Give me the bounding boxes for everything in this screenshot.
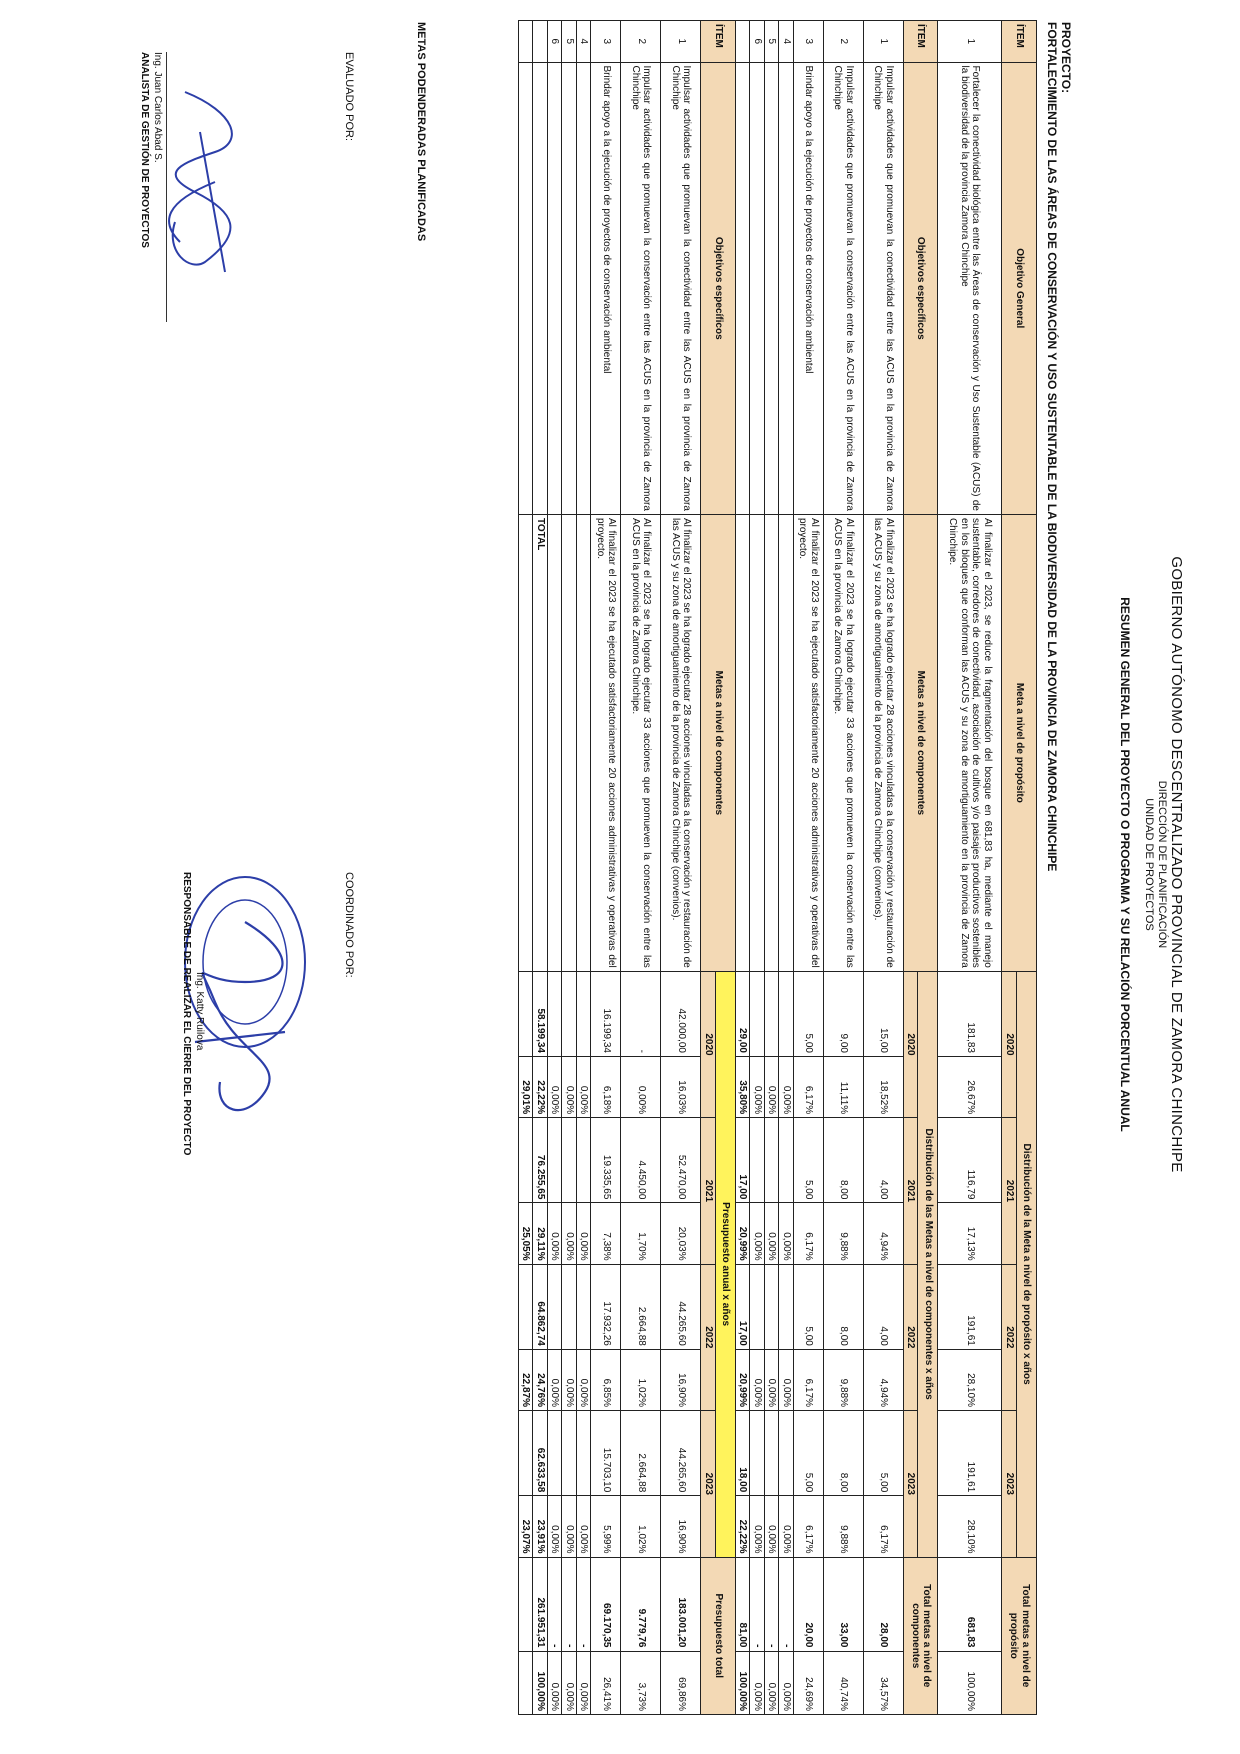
year-value: 5,00 [864, 1411, 904, 1496]
year-percent: 0,00% [562, 1057, 577, 1118]
year-value: 5,00 [794, 1264, 824, 1349]
goal-text: Al finalizar el 2023 se ha logrado ejecutar 33 acciones que promueven la conservación entre las ACUS en la provincia de Zamora Chinchipe. [824, 514, 864, 971]
objective-text: Fortalecer la conectividad biológica entre las Áreas de conservación y Uso Sustentable (ACUS) de la biodiversidad de la provincia Zamora Chinchipe [938, 62, 1002, 514]
year-percent: 0,00% [779, 1496, 794, 1557]
year-value: 116,79 [938, 1118, 1002, 1203]
item-number: 5 [765, 21, 780, 63]
organization-name: GOBIERNO AUTÓNOMO DESCENTRALIZADO PROVINCIAL DE ZAMORA CHINCHIPE [1168, 556, 1185, 1173]
item-number: 1 [661, 21, 701, 63]
evaluator-title: ANALISTA DE GESTIÓN DE PROYECTOS [139, 52, 150, 248]
goal-text: Al finalizar el 2023 se ha ejecutado satisfactoriamente 20 acciones administrativas y operativas del proyecto. [591, 514, 621, 971]
item-number: 2 [621, 21, 661, 63]
year-total-percent: 22,22% [736, 1496, 751, 1557]
objective-text [562, 62, 577, 514]
year-percent: 0,00% [621, 1057, 661, 1118]
year-total-value: 17,00 [736, 1264, 751, 1349]
year-value: 19.335,65 [591, 1118, 621, 1203]
year-value [548, 971, 563, 1056]
total-percent: 0,00% [750, 1651, 765, 1715]
year-percent: 20,03% [661, 1203, 701, 1264]
year-total-value: 62.633,58 [533, 1411, 548, 1496]
item-number: 1 [864, 21, 904, 63]
objective-header: Objetivos específicos [904, 62, 939, 514]
table-row [562, 21, 577, 1715]
total-percent: 34,57% [864, 1651, 904, 1715]
summary-table [518, 20, 1037, 1715]
year-percent: 16,90% [661, 1496, 701, 1557]
year-value [750, 1411, 765, 1496]
grand-total-percent: 100,00% [736, 1651, 751, 1715]
year-value: 15.703,10 [591, 1411, 621, 1496]
year-percent: 4,94% [864, 1349, 904, 1410]
year-header: 2021 [904, 1118, 919, 1264]
item-number: 6 [548, 21, 563, 63]
distribution-header: Distribución de la Meta a nivel de propósito x años [1017, 971, 1037, 1557]
item-header: ÍTEM [701, 21, 736, 63]
year-percent: 0,00% [765, 1203, 780, 1264]
year-value [765, 1118, 780, 1203]
year-value: 4,00 [864, 1118, 904, 1203]
year-total-percent: 35,80% [736, 1057, 751, 1118]
year-value [779, 1264, 794, 1349]
year-percent: 6,17% [794, 1203, 824, 1264]
item-header: ÍTEM [1002, 21, 1037, 63]
total-value: 33,00 [824, 1557, 864, 1651]
weighted-percent: 29,01% [519, 1057, 534, 1118]
table-row [938, 21, 1002, 1715]
year-total-percent: 23,91% [533, 1496, 548, 1557]
grand-total-value: 261.951,31 [533, 1557, 548, 1651]
objective-text: Impulsar actividades que promuevan la conservación entre las ACUS en la provincia de Zamora Chinchipe [621, 62, 661, 514]
year-value [750, 971, 765, 1056]
year-value [548, 1411, 563, 1496]
goal-text: Al finalizar el 2023 se ha logrado ejecutar 33 acciones que promueven la conservación entre las ACUS en la provincia de Zamora Chinchipe. [621, 514, 661, 971]
year-value: 2.664,88 [621, 1411, 661, 1496]
year-percent: 26,67% [938, 1057, 1002, 1118]
total-percent: 0,00% [779, 1651, 794, 1715]
general-objective-section [938, 21, 1037, 1715]
item-number: 4 [779, 21, 794, 63]
total-value: 69.170,35 [591, 1557, 621, 1651]
total-value: - [562, 1557, 577, 1651]
year-value [577, 971, 592, 1056]
year-header: 2023 [701, 1411, 716, 1557]
year-percent: 0,00% [577, 1057, 592, 1118]
total-percent: 0,00% [548, 1651, 563, 1715]
year-header: 2020 [701, 971, 716, 1117]
goal-text [548, 514, 563, 971]
coordinator-name: Ing. Katty Ruilova [194, 972, 205, 1051]
year-value [562, 1411, 577, 1496]
year-value: - [621, 971, 661, 1056]
year-value: 8,00 [824, 1264, 864, 1349]
total-value: - [765, 1557, 780, 1651]
total-value: - [779, 1557, 794, 1651]
year-value: 16.199,34 [591, 971, 621, 1056]
year-value [577, 1118, 592, 1203]
goal-text [765, 514, 780, 971]
distribution-header: Distribución de las Metas a nivel de componentes x años [918, 971, 938, 1557]
year-header: 2022 [701, 1264, 716, 1410]
year-value [577, 1264, 592, 1349]
year-value: 44.265,60 [661, 1264, 701, 1349]
total-percent: 0,00% [577, 1651, 592, 1715]
year-header: 2023 [904, 1411, 919, 1557]
total-percent: 24,69% [794, 1651, 824, 1715]
year-percent: 5,99% [591, 1496, 621, 1557]
item-number: 1 [938, 21, 1002, 63]
total-percent: 0,00% [562, 1651, 577, 1715]
year-value [779, 1118, 794, 1203]
year-percent: 11,11% [824, 1057, 864, 1118]
year-percent: 28,10% [938, 1496, 1002, 1557]
year-value: 42.000,00 [661, 971, 701, 1056]
total-label: TOTAL [533, 514, 548, 971]
year-header: 2022 [904, 1264, 919, 1410]
components-section [736, 21, 939, 1715]
year-value: 5,00 [794, 1411, 824, 1496]
year-value [562, 1264, 577, 1349]
year-percent: 28,10% [938, 1349, 1002, 1410]
year-percent: 0,00% [577, 1203, 592, 1264]
year-percent: 0,00% [750, 1496, 765, 1557]
objective-text [750, 62, 765, 514]
year-percent: 4,94% [864, 1203, 904, 1264]
total-header: Total metas a nivel de propósito [1002, 1557, 1037, 1714]
objective-text: Brindar apoyo a la ejecución de proyectos de conservación ambiental [794, 62, 824, 514]
table-row [621, 21, 661, 1715]
table-row [750, 21, 765, 1715]
item-number: 5 [562, 21, 577, 63]
year-value: 2.664,88 [621, 1264, 661, 1349]
total-value: 681,83 [938, 1557, 1002, 1651]
document-header [1118, 12, 1185, 1717]
year-percent: 1,02% [621, 1349, 661, 1410]
grand-total-value: 81,00 [736, 1557, 751, 1651]
year-percent: 0,00% [779, 1349, 794, 1410]
year-percent: 0,00% [750, 1349, 765, 1410]
objective-text: Impulsar actividades que promuevan la conectividad entre las ACUS en la provincia de Zamora Chinchipe [661, 62, 701, 514]
table-row [779, 21, 794, 1715]
year-percent: 6,85% [591, 1349, 621, 1410]
department-name: DIRECCIÓN DE PLANIFICACIÓN [1156, 780, 1168, 949]
goal-header: Metas a nivel de componentes [701, 514, 736, 971]
year-value: 15,00 [864, 971, 904, 1056]
year-percent: 1,70% [621, 1203, 661, 1264]
weighted-percent: 25,05% [519, 1203, 534, 1264]
table-row [591, 21, 621, 1715]
year-percent: 6,17% [794, 1057, 824, 1118]
year-percent: 17,13% [938, 1203, 1002, 1264]
item-number: 4 [577, 21, 592, 63]
year-value [765, 1411, 780, 1496]
objective-text: Impulsar actividades que promuevan la conectividad entre las ACUS en la provincia de Zamora Chinchipe [864, 62, 904, 514]
year-value [577, 1411, 592, 1496]
year-value: 4,00 [864, 1264, 904, 1349]
year-value: 44.265,60 [661, 1411, 701, 1496]
evaluated-by-label: EVALUADO POR: [343, 52, 355, 142]
year-header: 2021 [701, 1118, 716, 1264]
year-percent: 0,00% [548, 1057, 563, 1118]
table-row [864, 21, 904, 1715]
objective-text [577, 62, 592, 514]
table-row [824, 21, 864, 1715]
year-total-value: 17,00 [736, 1118, 751, 1203]
total-percent: 0,00% [765, 1651, 780, 1715]
total-value: - [548, 1557, 563, 1651]
year-total-value: 29,00 [736, 971, 751, 1056]
coordinator-title: RESPONSABLE DE REALIZAR EL CIERRE DEL PROYECTO [181, 872, 192, 1156]
year-percent: 9,88% [824, 1496, 864, 1557]
table-row [577, 21, 592, 1715]
year-percent: 0,00% [562, 1349, 577, 1410]
goal-text: Al finalizar el 2023 se ha logrado ejecutar 28 acciones vinculadas a la conservación y restauración de las ACUS y su zona de amortiguamiento de la provincia de Zamora Chinchipe (convenios). [661, 514, 701, 971]
objective-text: Impulsar actividades que promuevan la conservación entre las ACUS en la provincia de Zamora Chinchipe [824, 62, 864, 514]
summary-title: RESUMEN GENERAL DEL PROYECTO O PROGRAMA Y SU RELACIÓN PORCENTUAL ANUAL [1118, 597, 1132, 1132]
weighted-goals-row [519, 21, 534, 1715]
year-value: 8,00 [824, 1411, 864, 1496]
year-percent: 9,88% [824, 1203, 864, 1264]
year-value: 191,61 [938, 1411, 1002, 1496]
year-value [765, 1264, 780, 1349]
evaluator-name: Ing. Juan Carlos Abad S. [152, 52, 163, 163]
year-value: 181,83 [938, 971, 1002, 1056]
objective-header: Objetivos específicos [701, 62, 736, 514]
year-total-percent: 24,76% [533, 1349, 548, 1410]
budget-section [519, 21, 736, 1715]
year-total-value: 76.255,65 [533, 1118, 548, 1203]
weighted-goals-label: METAS PODENDERADAS PLANIFICADAS [415, 22, 427, 242]
year-header: 2022 [1002, 1264, 1017, 1410]
item-header: ÍTEM [904, 21, 939, 63]
year-percent: 0,00% [750, 1203, 765, 1264]
year-total-value: 58.199,34 [533, 971, 548, 1056]
item-number: 3 [591, 21, 621, 63]
year-percent: 0,00% [548, 1349, 563, 1410]
total-percent: 69,86% [661, 1651, 701, 1715]
year-value: 9,00 [824, 971, 864, 1056]
year-total-percent: 29,11% [533, 1203, 548, 1264]
year-value [548, 1118, 563, 1203]
year-value: 8,00 [824, 1118, 864, 1203]
goal-header: Meta a nivel de propósito [1002, 514, 1037, 971]
coordinated-by-label: COORDINADO POR: [343, 872, 355, 978]
year-value [765, 971, 780, 1056]
table-row [661, 21, 701, 1715]
year-total-percent: 22,22% [533, 1057, 548, 1118]
year-value: 5,00 [794, 1118, 824, 1203]
objective-text [779, 62, 794, 514]
year-value [562, 971, 577, 1056]
year-total-value: 64.862,74 [533, 1264, 548, 1349]
objective-text [548, 62, 563, 514]
year-total-percent: 20,99% [736, 1349, 751, 1410]
total-value: 28,00 [864, 1557, 904, 1651]
year-value: 5,00 [794, 971, 824, 1056]
project-label: PROYECTO: [1059, 22, 1073, 94]
evaluator-signature-line [166, 52, 167, 322]
objective-text [765, 62, 780, 514]
year-value [562, 1118, 577, 1203]
year-value: 52.470,00 [661, 1118, 701, 1203]
year-percent: 0,00% [548, 1203, 563, 1264]
totals-row [736, 21, 751, 1715]
totals-row [533, 21, 548, 1715]
year-value [779, 971, 794, 1056]
goal-text: Al finalizar el 2023 se ha logrado ejecutar 28 acciones vinculadas a la conservación y restauración de las ACUS y su zona de amortiguamiento de la provincia de Zamora Chinchipe (convenios). [864, 514, 904, 971]
total-percent: 3,73% [621, 1651, 661, 1715]
total-value: 183.001,20 [661, 1557, 701, 1651]
goal-text [779, 514, 794, 971]
unit-name: UNIDAD DE PROYECTOS [1143, 798, 1155, 931]
project-name: FORTALECIMIENTO DE LAS ÁREAS DE CONSERVACIÓN Y USO SUSTENTABLE DE LA BIODIVERSIDAD DE LA PROVINCIA DE ZAMORA CHINCHIPE [1045, 22, 1059, 872]
item-number: 6 [750, 21, 765, 63]
year-percent: 1,02% [621, 1496, 661, 1557]
year-header: 2020 [1002, 971, 1017, 1117]
goal-text: Al finalizar el 2023 se ha ejecutado satisfactoriamente 20 acciones administrativas y operativas del proyecto. [794, 514, 824, 971]
distribution-header: Presupuesto anual x años [716, 971, 736, 1557]
goal-text [750, 514, 765, 971]
item-number: 2 [824, 21, 864, 63]
goal-text: Al finalizar el 2023, se reduce la fragmentación del bosque en 681,83 ha, mediante el manejo sustentable, corredores de conectividad, asociación de cultivos y/o paisajes productivos sostenibles en los bloques que conforman las ACUS y su zona de amortiguamiento en la provincia de Zamora Chinchipe. [938, 514, 1002, 971]
year-header: 2023 [1002, 1411, 1017, 1557]
year-percent: 6,18% [591, 1057, 621, 1118]
grand-total-percent: 100,00% [533, 1651, 548, 1715]
total-value: 9.779,76 [621, 1557, 661, 1651]
document-page [45, 12, 1185, 1717]
year-percent: 0,00% [577, 1349, 592, 1410]
year-percent: 6,17% [794, 1496, 824, 1557]
year-percent: 0,00% [765, 1496, 780, 1557]
table-row [794, 21, 824, 1715]
total-percent: 26,41% [591, 1651, 621, 1715]
year-percent: 6,17% [864, 1496, 904, 1557]
year-percent: 0,00% [750, 1057, 765, 1118]
year-percent: 16,03% [661, 1057, 701, 1118]
objective-text: Brindar apoyo a la ejecución de proyectos de conservación ambiental [591, 62, 621, 514]
year-header: 2020 [904, 971, 919, 1117]
total-percent: 100,00% [938, 1651, 1002, 1715]
year-value [779, 1411, 794, 1496]
year-value [750, 1118, 765, 1203]
year-percent: 0,00% [548, 1496, 563, 1557]
total-value: - [577, 1557, 592, 1651]
weighted-percent: 22,87% [519, 1349, 534, 1410]
year-percent: 0,00% [562, 1203, 577, 1264]
total-value: - [750, 1557, 765, 1651]
year-value [750, 1264, 765, 1349]
item-number: 3 [794, 21, 824, 63]
year-total-value: 18,00 [736, 1411, 751, 1496]
project-block [1045, 22, 1073, 871]
year-percent: 7,38% [591, 1203, 621, 1264]
weighted-percent: 23,07% [519, 1496, 534, 1557]
year-percent: 16,90% [661, 1349, 701, 1410]
objective-header: Objetivo General [1002, 62, 1037, 514]
goal-header: Metas a nivel de componentes [904, 514, 939, 971]
year-header: 2021 [1002, 1118, 1017, 1264]
year-percent: 0,00% [779, 1203, 794, 1264]
year-percent: 0,00% [577, 1496, 592, 1557]
year-value [548, 1264, 563, 1349]
year-total-percent: 20,99% [736, 1203, 751, 1264]
total-value: 20,00 [794, 1557, 824, 1651]
year-value: 4.450,00 [621, 1118, 661, 1203]
year-percent: 0,00% [779, 1057, 794, 1118]
year-percent: 0,00% [765, 1349, 780, 1410]
year-percent: 18,52% [864, 1057, 904, 1118]
year-percent: 0,00% [562, 1496, 577, 1557]
goal-text [577, 514, 592, 971]
total-header: Total metas a nivel de componentes [904, 1557, 939, 1714]
year-value: 17.932,26 [591, 1264, 621, 1349]
goal-text [562, 514, 577, 971]
total-header: Presupuesto total [701, 1557, 736, 1714]
year-percent: 6,17% [794, 1349, 824, 1410]
year-value: 191,61 [938, 1264, 1002, 1349]
year-percent: 9,88% [824, 1349, 864, 1410]
total-percent: 40,74% [824, 1651, 864, 1715]
table-row [548, 21, 563, 1715]
year-percent: 0,00% [765, 1057, 780, 1118]
table-row [765, 21, 780, 1715]
